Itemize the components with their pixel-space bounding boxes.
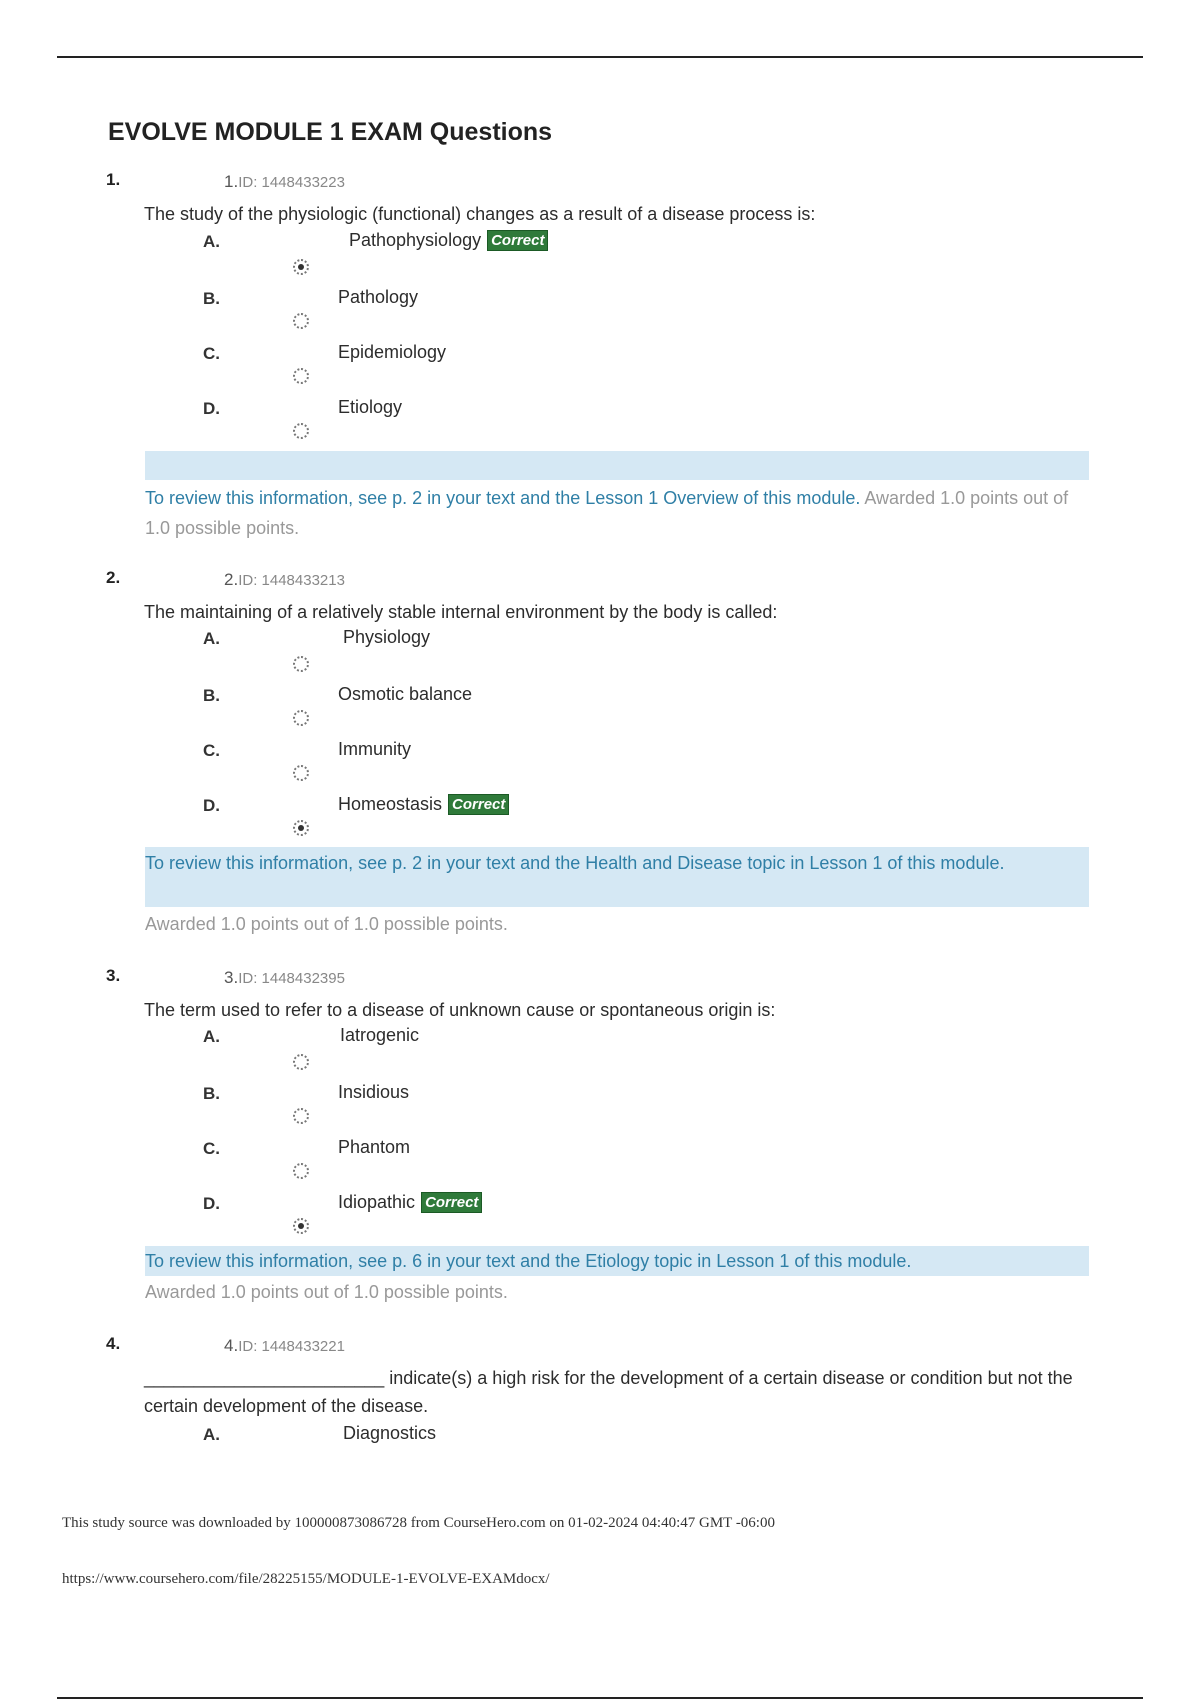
- awarded-points: Awarded 1.0 points out of 1.0 possible points.: [145, 914, 508, 934]
- question-text: The term used to refer to a disease of unknown cause or spontaneous origin is:: [144, 1000, 776, 1020]
- option-label: Osmotic balance: [338, 684, 473, 704]
- awarded-points: Awarded 1.0 points out of 1.0 possible points.: [145, 488, 1069, 538]
- option-radio[interactable]: [293, 259, 309, 275]
- source-footer: This study source was downloaded by 100000873086728 from CourseHero.com on 01-02-2024 04:40:47 GMT -06:00: [62, 1515, 775, 1531]
- question-id-value: ID: 1448433221: [238, 1338, 345, 1355]
- question-text: The study of the physiologic (functional) changes as a result of a disease process is:: [144, 204, 816, 224]
- source-url[interactable]: https://www.coursehero.com/file/28225155/MODULE-1-EVOLVE-EXAMdocx/: [62, 1571, 550, 1587]
- option-radio[interactable]: [293, 1054, 309, 1070]
- option-letter: A.: [203, 629, 220, 648]
- question-id-value: ID: 1448433223: [238, 174, 345, 191]
- option-label-text: Homeostasis: [338, 794, 443, 814]
- review-note: To review this information, see p. 6 in your text and the Etiology topic in Lesson 1 of this module.: [145, 1251, 912, 1271]
- review-note: [145, 483, 1075, 543]
- option-letter: B.: [203, 289, 220, 308]
- option-radio[interactable]: [293, 423, 309, 439]
- option-letter: A.: [203, 232, 220, 251]
- correct-badge: Correct: [448, 794, 509, 815]
- option-letter: D.: [203, 399, 220, 418]
- option-letter: B.: [203, 1084, 220, 1103]
- option-letter: C.: [203, 741, 220, 760]
- option-radio[interactable]: [293, 368, 309, 384]
- option-radio[interactable]: [293, 1163, 309, 1179]
- bottom-rule: [57, 1697, 1143, 1699]
- review-note: To review this information, see p. 2 in your text and the Health and Disease topic in Lesson 1 of this module.: [145, 853, 1005, 873]
- question-number: 1.: [106, 170, 121, 189]
- correct-badge: Correct: [421, 1192, 482, 1213]
- option-label: Iatrogenic: [340, 1025, 420, 1045]
- option-label: [338, 794, 509, 815]
- option-label: Physiology: [343, 627, 431, 647]
- option-radio[interactable]: [293, 820, 309, 836]
- option-radio[interactable]: [293, 313, 309, 329]
- option-letter: D.: [203, 1194, 220, 1213]
- option-label-text: Pathophysiology: [349, 230, 482, 250]
- question-id-prefix: 1.: [224, 172, 239, 191]
- question-id-prefix: 3.: [224, 968, 239, 987]
- option-radio[interactable]: [293, 656, 309, 672]
- question-number: 3.: [106, 966, 121, 985]
- question-id: [224, 570, 345, 590]
- question-text: ________________________ indicate(s) a high risk for the development of a certain disease or condition but not the certain development of the disease.: [144, 1368, 1073, 1416]
- option-letter: C.: [203, 344, 220, 363]
- question-id-value: ID: 1448432395: [238, 970, 345, 987]
- option-letter: A.: [203, 1425, 220, 1444]
- option-label: [349, 230, 548, 251]
- option-label: Insidious: [338, 1082, 410, 1102]
- question-id-prefix: 2.: [224, 570, 239, 589]
- option-label: Diagnostics: [343, 1423, 437, 1443]
- option-letter: A.: [203, 1027, 220, 1046]
- question-id: [224, 1336, 345, 1356]
- question-id-value: ID: 1448433213: [238, 572, 345, 589]
- top-rule: [57, 56, 1143, 58]
- question-id: [224, 968, 345, 988]
- option-label: Epidemiology: [338, 342, 447, 362]
- question-number: 4.: [106, 1334, 121, 1353]
- question-id: [224, 172, 345, 192]
- question-number: 2.: [106, 568, 121, 587]
- question-id-prefix: 4.: [224, 1336, 239, 1355]
- question-text: The maintaining of a relatively stable internal environment by the body is called:: [144, 602, 778, 622]
- option-letter: C.: [203, 1139, 220, 1158]
- page-title: EVOLVE MODULE 1 EXAM Questions: [108, 118, 553, 146]
- option-label: Etiology: [338, 397, 403, 417]
- option-letter: D.: [203, 796, 220, 815]
- option-radio[interactable]: [293, 710, 309, 726]
- option-radio[interactable]: [293, 765, 309, 781]
- review-text: To review this information, see p. 2 in your text and the Lesson 1 Overview of this module.: [145, 488, 861, 508]
- option-label: Immunity: [338, 739, 412, 759]
- option-label: [338, 1192, 482, 1213]
- option-label-text: Idiopathic: [338, 1192, 416, 1212]
- option-radio[interactable]: [293, 1108, 309, 1124]
- awarded-points: Awarded 1.0 points out of 1.0 possible points.: [145, 1282, 508, 1302]
- correct-badge: Correct: [487, 230, 548, 251]
- feedback-band: [145, 451, 1089, 480]
- option-radio[interactable]: [293, 1218, 309, 1234]
- option-label: Pathology: [338, 287, 419, 307]
- option-label: Phantom: [338, 1137, 411, 1157]
- option-letter: B.: [203, 686, 220, 705]
